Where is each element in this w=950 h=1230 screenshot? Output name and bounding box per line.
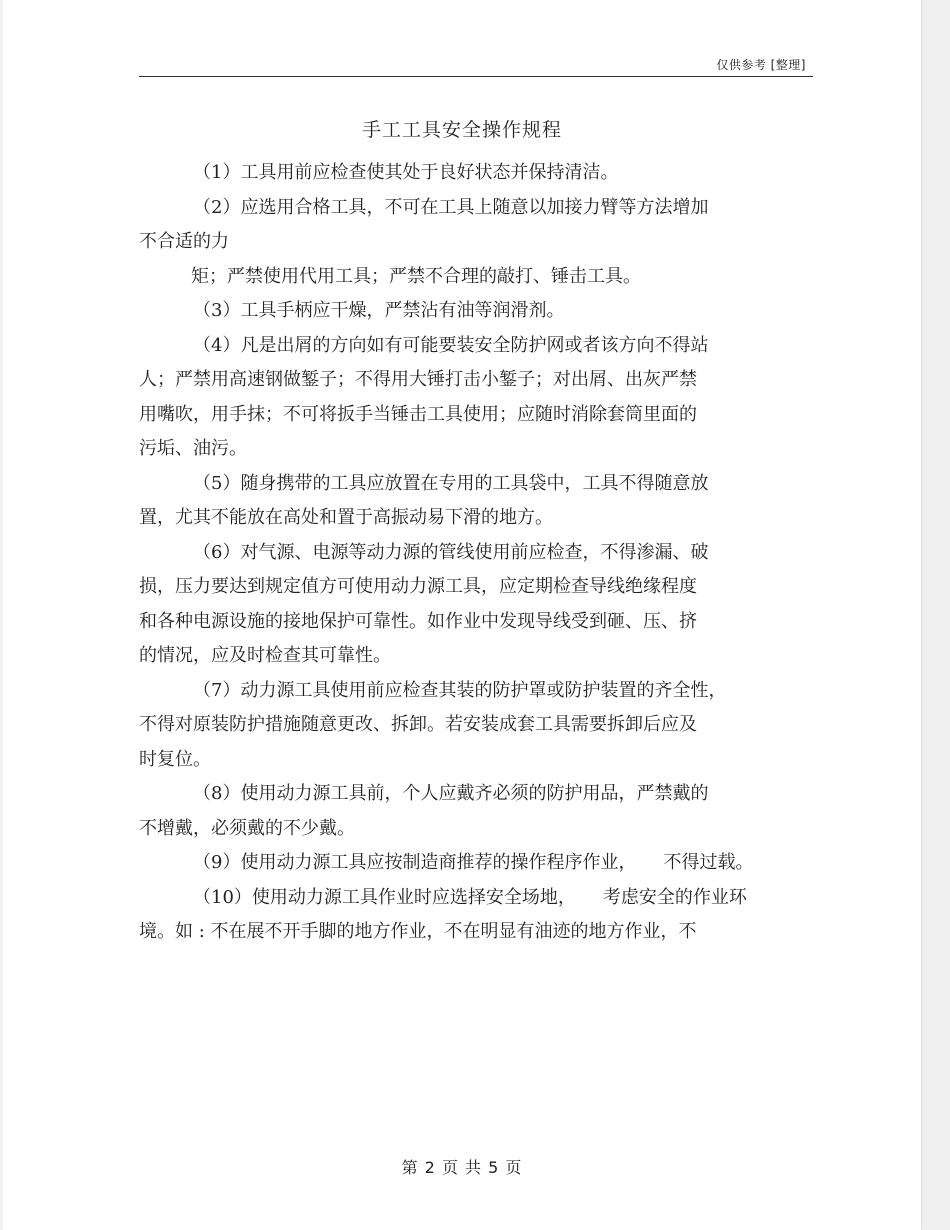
- paragraph-line: 不合适的力: [139, 231, 229, 252]
- document-body: [139, 156, 819, 950]
- paragraph-line: （8）使用动力源工具前，个人应戴齐必须的防护用品，严禁戴的: [193, 783, 709, 804]
- paragraph-line: （7）动力源工具使用前应检查其装的防护罩或防护装置的齐全性，: [193, 679, 727, 701]
- paragraph-line: 不得对原装防护措施随意更改、拆卸。若安装成套工具需要拆卸后应及: [139, 714, 697, 735]
- document-title: 手工工具安全操作规程: [361, 119, 562, 141]
- paragraph-line: （4）凡是出屑的方向如有可能要装安全防护网或者该方向不得站: [193, 334, 709, 356]
- paragraph-line: （9）使用动力源工具应按制造商推荐的操作程序作业， 不得过载。: [193, 852, 754, 873]
- paragraph-line: （6）对气源、电源等动力源的管线使用前应检查，不得渗漏、破: [193, 541, 709, 563]
- paragraph-line: 污垢、油污。: [139, 438, 247, 459]
- header-note: 仅供参考 [整理]: [716, 58, 806, 72]
- paragraph-line: 的情况，应及时检查其可靠性。: [139, 645, 391, 666]
- paragraph-line: 用嘴吹，用手抹；不可将扳手当锤击工具使用；应随时消除套筒里面的: [139, 403, 697, 425]
- paragraph-line: 人；严禁用高速钢做錾子；不得用大锤打击小錾子；对出屑、出灰严禁: [139, 369, 697, 390]
- paragraph-line: （3）工具手柄应干燥，严禁沾有油等润滑剂。: [193, 300, 565, 321]
- paragraph-line: 矩；严禁使用代用工具；严禁不合理的敲打、锤击工具。: [191, 265, 641, 287]
- header-rule: [139, 76, 813, 77]
- document-page: [3, 0, 921, 1230]
- paragraph-line: 境。如 : 不在展不开手脚的地方作业，不在明显有油迹的地方作业，不: [139, 921, 697, 942]
- paragraph-line: 时复位。: [139, 748, 211, 770]
- paragraph-line: 和各种电源设施的接地保护可靠性。如作业中发现导线受到砸、压、挤: [139, 610, 697, 632]
- paragraph-line: （5）随身携带的工具应放置在专用的工具袋中，工具不得随意放: [193, 472, 709, 494]
- paragraph-line: 置，尤其不能放在高处和置于高振动易下滑的地方。: [139, 507, 553, 528]
- paragraph-line: 损，压力要达到规定值方可使用动力源工具，应定期检查导线绝缘程度: [139, 576, 697, 597]
- paragraph-line: 不增戴，必须戴的不少戴。: [139, 817, 355, 839]
- page-number-footer: 第 2 页 共 5 页: [401, 1158, 523, 1177]
- paragraph-line: （1）工具用前应检查使其处于良好状态并保持清洁。: [193, 162, 619, 183]
- paragraph-line: （10）使用动力源工具作业时应选择安全场地， 考虑安全的作业环: [193, 886, 747, 908]
- paragraph-line: （2）应选用合格工具，不可在工具上随意以加接力臂等方法增加: [193, 196, 709, 218]
